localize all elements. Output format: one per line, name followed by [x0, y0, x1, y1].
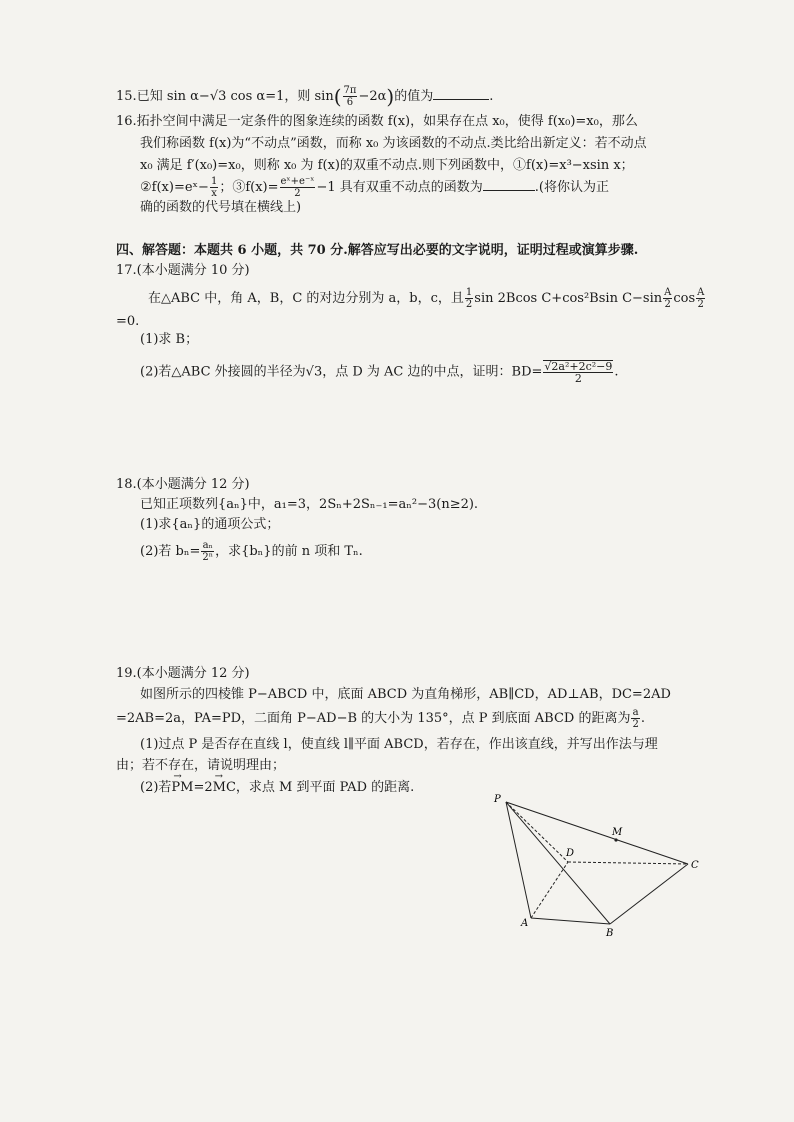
q15-fraction: $\frac{7\pi}{6}$ [343, 85, 357, 108]
edge-PD [506, 802, 568, 862]
section-heading: 四、解答题：本题共 6 小题，共 70 分.解答应写出必要的文字说明，证明过程或演算步骤. [116, 243, 639, 258]
q16-answer-blank[interactable] [483, 178, 535, 191]
q18-heading: 18.(本小题满分 12 分) [116, 477, 250, 492]
edge-AD [531, 862, 568, 918]
q15-text: 已知 sin α−√3 cos α=1，则 sin [136, 89, 334, 104]
edge-PC [506, 802, 688, 864]
q17-statement: 在△ABC 中，角 A，B，C 的对边分别为 a，b，c，且 $\frac{1}{2}$ sin 2Bcos C+cos²Bsin C−sin $\frac{A}{2}$ cos $\frac{A}{2}$ [148, 287, 705, 310]
q19-part2: (2)若→ PM=2→ MC，求点 M 到平面 PAD 的距离. [140, 778, 720, 798]
label-P: P [494, 794, 501, 805]
q16-line3: x₀ 满足 f′(x₀)=x₀，则称 x₀ 为 f(x)的双重不动点.则下列函数中，①f(x)=x³−xsin x； [140, 158, 634, 173]
q19-statement1: 如图所示的四棱锥 P−ABCD 中，底面 ABCD 为直角梯形，AB∥CD，AD⊥AB，DC=2AD [140, 687, 671, 702]
q17-statement-end: =0. [116, 314, 140, 329]
point-M [614, 838, 617, 841]
label-A: A [521, 918, 529, 929]
q18-part2: (2)若 bₙ= $\frac{\text{aₙ}}{\text{2ⁿ}}$ ，求{bₙ}的前 n 项和 Tₙ. [140, 540, 363, 563]
edge-PB [506, 802, 610, 924]
q19-part1-line2: 由；若不存在，请说明理由； [116, 758, 286, 773]
q16-line2: 我们称函数 f(x)为“不动点”函数，而称 x₀ 为该函数的不动点.类比给出新定义：若不动点 [140, 136, 647, 151]
edge-AB [531, 918, 610, 924]
q16-line1: 16.拓扑空间中满足一定条件的图象连续的函数 f(x)，如果存在点 x₀，使得 f(x₀)=x₀，那么 [116, 114, 638, 129]
q16-line4: ②f(x)=eˣ− $\frac{1}{x}$ ；③f(x)= $\frac{\text{eˣ+e⁻ˣ}}{2}$ −1 具有双重不动点的函数为 .(将你认为正 [140, 176, 609, 199]
edge-BC [610, 864, 688, 924]
q15-number: 15. [116, 89, 137, 104]
q18-statement: 已知正项数列{aₙ}中，a₁=3，2Sₙ+2Sₙ₋₁=aₙ²−3(n≥2). [140, 497, 479, 512]
q19-statement2: =2AB=2a，PA=PD，二面角 P−AD−B 的大小为 135°，点 P 到底面 ABCD 的距离为 $\frac{a}{2}$ . [116, 707, 645, 730]
q18-part1: (1)求{aₙ}的通项公式； [140, 517, 280, 532]
q17-part1: (1)求 B； [140, 332, 199, 347]
label-C: C [691, 860, 699, 871]
edge-DC [568, 862, 688, 864]
label-B: B [606, 928, 614, 939]
q17-part2: (2)若△ABC 外接圆的半径为√3，点 D 为 AC 边的中点，证明：BD= $\frac{\text{√2a²+2c²−9}}{2}$ . [140, 360, 619, 385]
pyramid-figure [488, 790, 708, 940]
q19-heading: 19.(本小题满分 12 分) [116, 666, 250, 681]
q15-answer-blank[interactable] [433, 87, 489, 100]
label-M: M [612, 827, 623, 838]
q15-line: 15.已知 sin α−√3 cos α=1，则 sin( $\frac{7\pi}{6}$ −2α)的值为 . [116, 84, 494, 109]
q19-part1-line1: (1)过点 P 是否存在直线 l，使直线 l∥平面 ABCD，若存在，作出该直线，并写出作法与理 [140, 737, 658, 752]
q17-heading: 17.(本小题满分 10 分) [116, 263, 250, 278]
label-D: D [566, 848, 575, 859]
q16-line5: 确的函数的代号填在横线上) [140, 200, 302, 215]
edge-PA [506, 802, 531, 918]
